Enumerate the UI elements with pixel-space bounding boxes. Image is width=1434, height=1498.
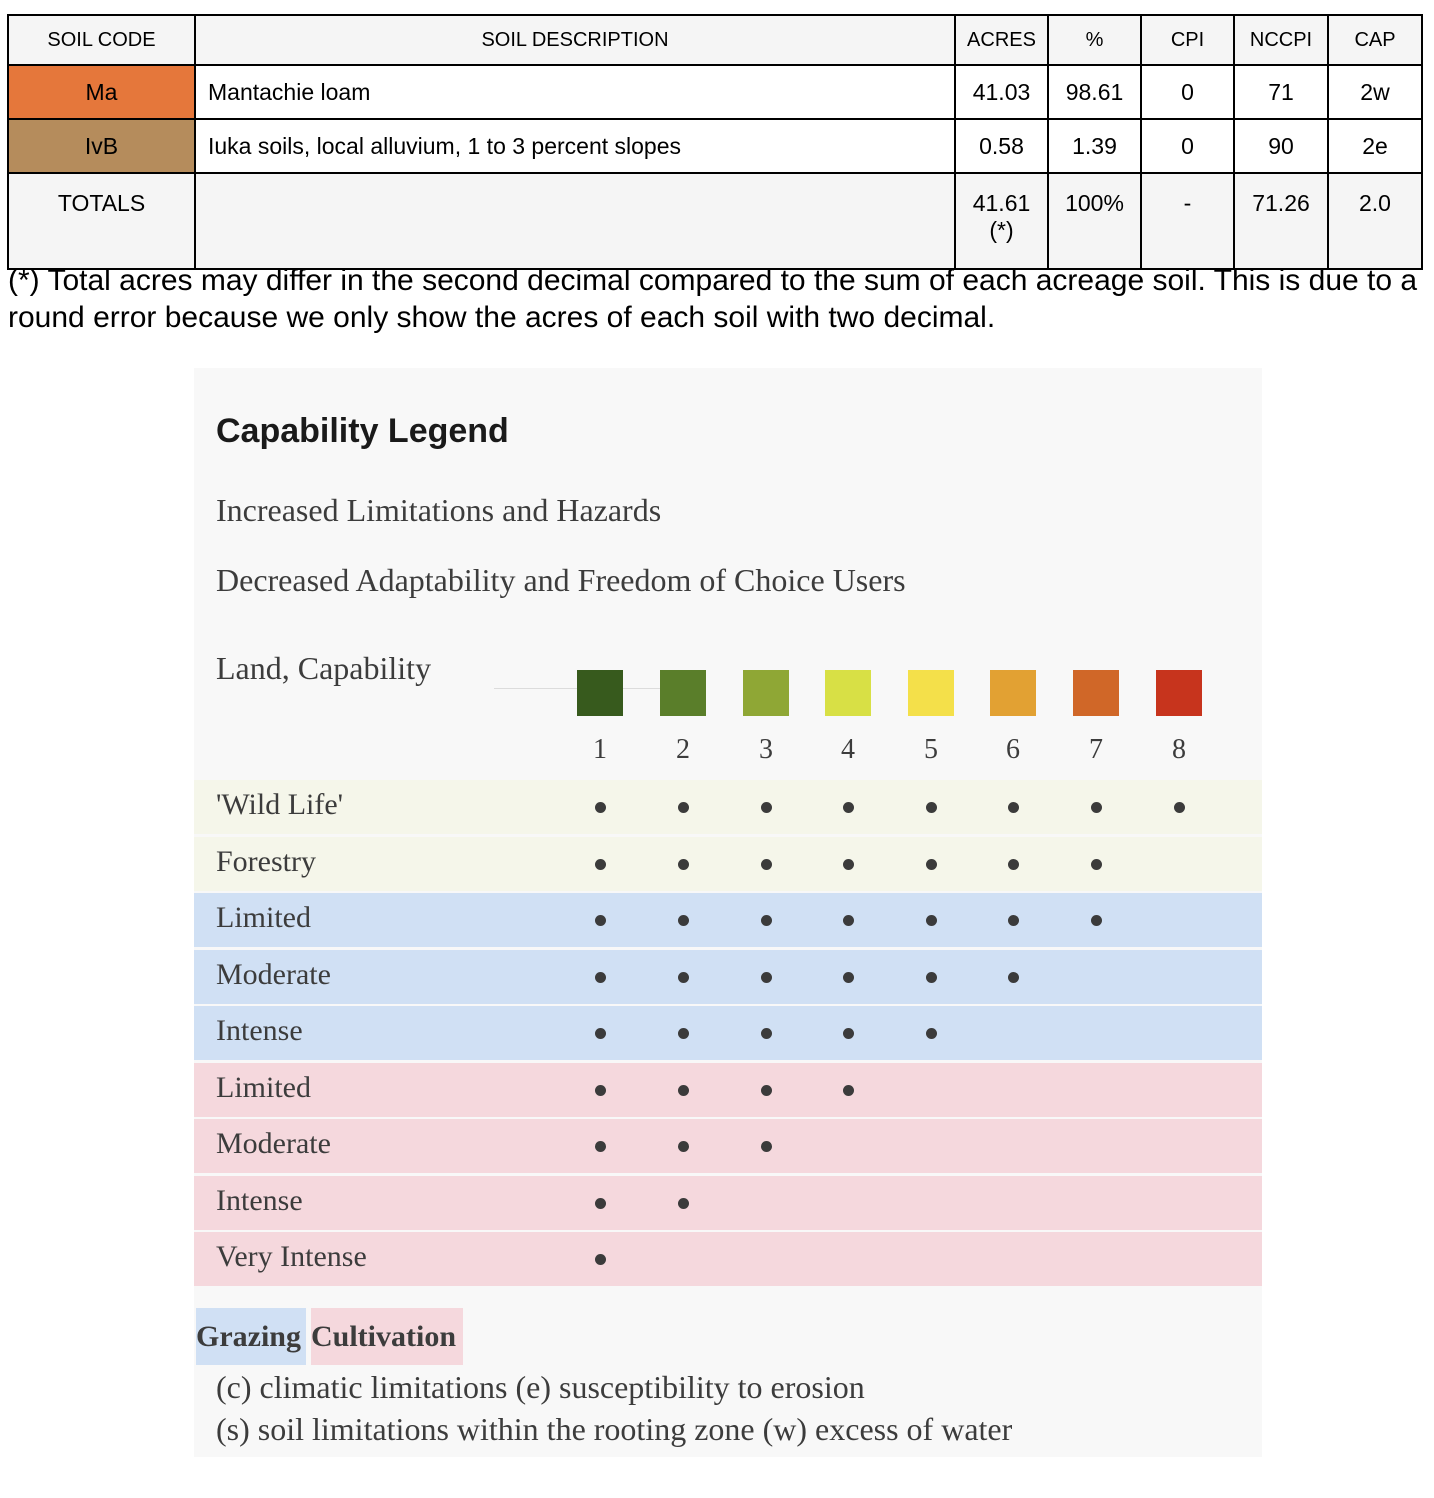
capability-row-grazing [194, 950, 1262, 1004]
capability-dot [595, 1028, 606, 1039]
capability-dot [761, 1028, 772, 1039]
capability-row-cultivation [194, 1119, 1262, 1173]
nccpi-cell: 90 [1234, 119, 1328, 173]
grazing-tag: Grazing [196, 1308, 306, 1365]
capability-dot [678, 915, 689, 926]
capability-row-label: Very Intense [216, 1240, 367, 1273]
capability-dot [1091, 802, 1102, 813]
capability-dot [595, 859, 606, 870]
capability-row-cultivation [194, 1232, 1262, 1286]
capability-row-label: Limited [216, 1070, 311, 1104]
capability-dot [761, 972, 772, 983]
land-capability-label: Land, Capability [216, 650, 432, 686]
legend-title: Capability Legend [216, 412, 509, 450]
capability-row-label: Limited [216, 901, 311, 934]
capability-legend [194, 368, 1262, 1457]
capability-dot [678, 1198, 689, 1209]
class-5-number: 5 [924, 734, 938, 765]
capability-dot [761, 802, 772, 813]
capability-dot [1008, 802, 1019, 813]
class-2-number: 2 [676, 734, 690, 765]
acres-cell: 41.03 [955, 65, 1048, 119]
cap-cell: 2w [1328, 65, 1422, 119]
capability-dot [678, 972, 689, 983]
totals-cpi: - [1141, 173, 1234, 269]
percent-cell: 98.61 [1048, 65, 1141, 119]
header-acres: ACRES [955, 15, 1048, 65]
legend-note-soil-water: (s) soil limitations within the rooting zone (w) excess of water [216, 1411, 1013, 1447]
capability-dot [595, 1085, 606, 1096]
cpi-cell: 0 [1141, 65, 1234, 119]
capability-dot [1174, 802, 1185, 813]
capability-row-label: Forestry [216, 844, 316, 878]
totals-label: TOTALS [8, 173, 195, 269]
capability-row-wildlife [194, 780, 1262, 834]
totals-nccpi: 71.26 [1234, 173, 1328, 269]
soil-description-cell: Iuka soils, local alluvium, 1 to 3 percent slopes [195, 119, 955, 173]
table-row [8, 65, 1422, 119]
totals-acres: 41.61(*) [955, 173, 1048, 269]
capability-dot [761, 1141, 772, 1152]
capability-dot [678, 1028, 689, 1039]
soil-description-cell: Mantachie loam [195, 65, 955, 119]
capability-row-label: Moderate [216, 1127, 331, 1160]
cap-cell: 2e [1328, 119, 1422, 173]
capability-dot [761, 915, 772, 926]
cultivation-tag: Cultivation [311, 1308, 463, 1365]
capability-dot [926, 1028, 937, 1039]
totals-percent: 100% [1048, 173, 1141, 269]
class-6-swatch [990, 670, 1036, 716]
capability-row-label: Intense [216, 1183, 303, 1217]
capability-dot [1008, 972, 1019, 983]
capability-dot [926, 972, 937, 983]
capability-dot [926, 859, 937, 870]
nccpi-cell: 71 [1234, 65, 1328, 119]
soil-code-cell: IvB [8, 119, 195, 173]
capability-row-label: 'Wild Life' [216, 788, 344, 821]
soil-code-cell: Ma [8, 65, 195, 119]
capability-row-grazing [194, 1006, 1262, 1060]
capability-dot [843, 859, 854, 870]
capability-dot [595, 915, 606, 926]
class-4-swatch [825, 670, 871, 716]
class-5-swatch [908, 670, 954, 716]
capability-row-wildlife [194, 837, 1262, 891]
header-cap: CAP [1328, 15, 1422, 65]
class-8-number: 8 [1172, 734, 1186, 765]
capability-dot [843, 1085, 854, 1096]
capability-row-cultivation [194, 1176, 1262, 1230]
acreage-footnote: (*) Total acres may differ in the second decimal compared to the sum of each acreage soil. This is due to a round error because we only show the acres of each soil with two decimal. [8, 264, 1418, 334]
legend-subtitle-limitations: Increased Limitations and Hazards [216, 492, 662, 528]
capability-dot [926, 802, 937, 813]
soil-table [7, 14, 1423, 270]
capability-dot [1091, 915, 1102, 926]
capability-dot [926, 915, 937, 926]
legend-subtitle-adaptability: Decreased Adaptability and Freedom of Choice Users [216, 562, 906, 598]
totals-description [195, 173, 955, 269]
capability-row-cultivation [194, 1063, 1262, 1117]
class-4-number: 4 [841, 734, 855, 765]
table-header-row [8, 15, 1422, 65]
capability-row-grazing [194, 893, 1262, 947]
capability-dot [843, 802, 854, 813]
class-1-number: 1 [593, 734, 607, 765]
capability-dot [678, 1141, 689, 1152]
class-7-number: 7 [1089, 734, 1103, 765]
capability-row-label: Intense [216, 1014, 303, 1047]
header-nccpi: NCCPI [1234, 15, 1328, 65]
class-3-number: 3 [759, 734, 773, 765]
header-soil-description: SOIL DESCRIPTION [195, 15, 955, 65]
capability-dot [843, 972, 854, 983]
capability-dot [761, 859, 772, 870]
class-6-number: 6 [1006, 734, 1020, 765]
totals-row [8, 173, 1422, 269]
acres-cell: 0.58 [955, 119, 1048, 173]
class-8-swatch [1156, 670, 1202, 716]
capability-dot [1008, 859, 1019, 870]
legend-note-climatic-erosion: (c) climatic limitations (e) susceptibility to erosion [216, 1369, 865, 1405]
capability-dot [678, 859, 689, 870]
capability-dot [1008, 915, 1019, 926]
capability-dot [678, 1085, 689, 1096]
capability-dot [595, 972, 606, 983]
header-cpi: CPI [1141, 15, 1234, 65]
capability-dot [843, 1028, 854, 1039]
cpi-cell: 0 [1141, 119, 1234, 173]
capability-dot [595, 1141, 606, 1152]
capability-dot [595, 1198, 606, 1209]
class-7-swatch [1073, 670, 1119, 716]
percent-cell: 1.39 [1048, 119, 1141, 173]
table-row [8, 119, 1422, 173]
capability-dot [843, 915, 854, 926]
capability-dot [678, 802, 689, 813]
capability-dot [1091, 859, 1102, 870]
class-1-swatch [577, 670, 623, 716]
capability-dot [761, 1085, 772, 1096]
class-2-swatch [660, 670, 706, 716]
capability-row-label: Moderate [216, 957, 331, 991]
totals-cap: 2.0 [1328, 173, 1422, 269]
class-3-swatch [743, 670, 789, 716]
header-percent: % [1048, 15, 1141, 65]
capability-dot [595, 802, 606, 813]
capability-dot [595, 1254, 606, 1265]
header-soil-code: SOIL CODE [8, 15, 195, 65]
